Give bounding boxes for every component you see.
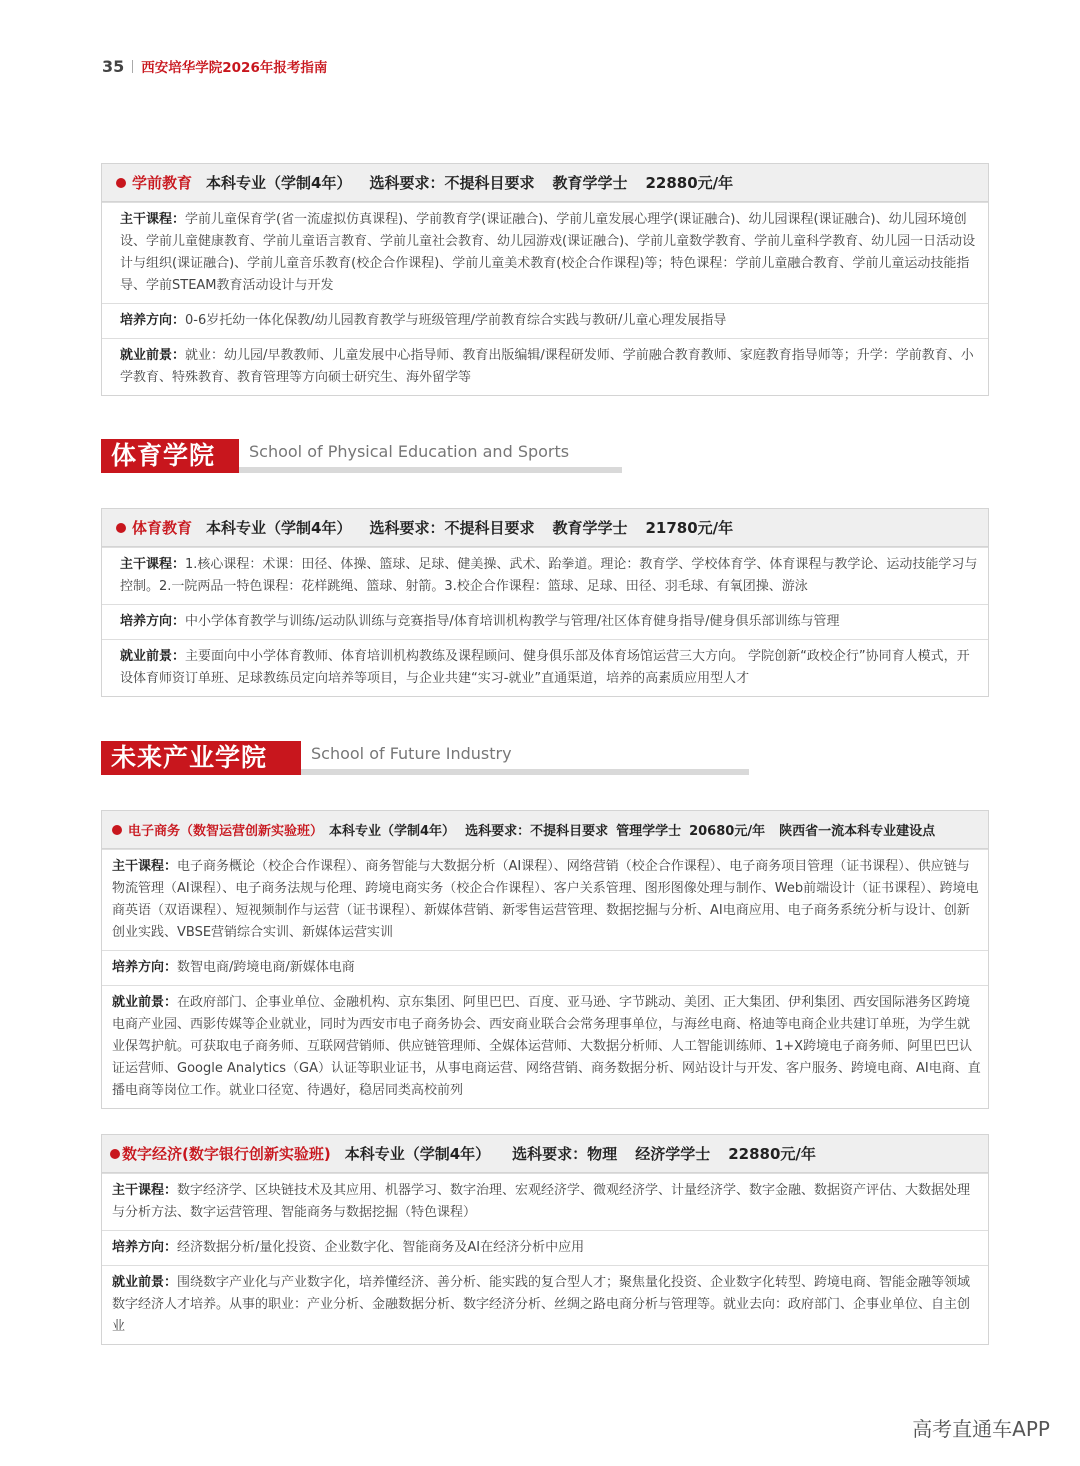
subject-requirement: 选科要求：物理 [512, 1145, 618, 1163]
courses-label: 主干课程： [120, 212, 186, 227]
courses-label: 主干课程： [112, 859, 178, 874]
program-info: 本科专业（学制4年） [329, 824, 456, 839]
section-underline [239, 467, 622, 473]
section-banner-future [101, 741, 749, 775]
courses-label: 主干课程： [120, 557, 186, 572]
page-title: 西安培华学院2026年报考指南 [141, 60, 328, 76]
courses-text: 1.核心课程：术课：田径、体操、篮球、足球、健美操、武术、跆拳道。理论：教育学、学校体育学、体育课程与教学论、运动技能学习与控制。2.一院两品一特色课程：花样跳绳、篮球、射箭。3.校企合作课程：篮球、足球、田径、羽毛球、有氧团操、游泳 [120, 557, 978, 594]
bullet-dot-icon [112, 825, 122, 835]
tuition: 22880元/年 [645, 174, 734, 192]
career-text: 围绕数字产业化与产业数字化，培养懂经济、善分析、能实践的复合型人才；聚焦量化投资、企业数字化转型、跨境电商、智能金融等领域数字经济人才培养。从事的职业：产业分析、金融数据分析、数字经济分析、丝绸之路电商分析与管理等。就业去向：政府部门、企事业单位、自主创业 [112, 1275, 971, 1334]
direction-row [102, 303, 988, 338]
direction-row [102, 950, 988, 985]
section-title-en: School of Physical Education and Sports [249, 442, 570, 461]
bullet-dot-icon [116, 523, 126, 533]
direction-label: 培养方向： [120, 313, 186, 328]
section-title-en-wrap [239, 439, 622, 473]
direction-label: 培养方向： [112, 960, 178, 975]
direction-row [102, 1230, 988, 1265]
direction-label: 培养方向： [120, 614, 186, 629]
career-label: 就业前景： [120, 649, 186, 664]
direction-text: 数智电商/跨境电商/新媒体电商 [177, 960, 355, 975]
major-name: 学前教育 [132, 174, 193, 192]
card-header [102, 1135, 988, 1173]
courses-row [102, 547, 988, 604]
subject-requirement: 选科要求：不提科目要求 [465, 824, 609, 839]
section-underline [301, 769, 749, 775]
section-title-cn: 体育学院 [101, 439, 239, 473]
courses-row [102, 202, 988, 303]
watermark: 高考直通车APP [912, 1417, 1050, 1441]
major-name: 体育教育 [132, 519, 193, 537]
career-row [102, 985, 988, 1108]
degree: 经济学学士 [635, 1145, 711, 1163]
card-header [102, 811, 988, 849]
career-row [102, 338, 988, 395]
courses-row [102, 849, 988, 950]
section-title-cn: 未来产业学院 [101, 741, 301, 775]
section-banner-pe [101, 439, 622, 473]
page-header [102, 56, 327, 76]
program-info: 本科专业（学制4年） [206, 519, 352, 537]
direction-text: 中小学体育教学与训练/运动队训练与竞赛指导/体育培训机构教学与管理/社区体育健身指导/健身俱乐部训练与管理 [185, 614, 840, 629]
degree: 教育学学士 [552, 174, 628, 192]
direction-text: 0-6岁托幼一体化保教/幼儿园教育教学与班级管理/学前教育综合实践与教研/儿童心理发展指导 [185, 313, 727, 328]
career-text: 主要面向中小学体育教师、体育培训机构教练及课程顾问、健身俱乐部及体育场馆运营三大方向。 学院创新“政校企行”协同育人模式，开设体育师资订单班、足球教练员定向培养等项目，与企业共建“实习-就业”直通渠道，培养的高素质应用型人才 [120, 649, 970, 686]
section-title-en: School of Future Industry [311, 744, 512, 763]
program-info: 本科专业（学制4年） [206, 174, 352, 192]
bullet-dot-icon [116, 178, 126, 188]
honor-badge: 陕西省一流本科专业建设点 [779, 824, 936, 839]
direction-text: 经济数据分析/量化投资、企业数字化、智能商务及AI在经济分析中应用 [177, 1240, 585, 1255]
subject-requirement: 选科要求：不提科目要求 [369, 519, 535, 537]
tuition: 21780元/年 [645, 519, 734, 537]
career-row [102, 639, 988, 696]
program-info: 本科专业（学制4年） [344, 1145, 491, 1163]
courses-row [102, 1173, 988, 1230]
page-number: 35 [102, 56, 125, 76]
career-text: 就业：幼儿园/早教教师、儿童发展中心指导师、教育出版编辑/课程研发师、学前融合教育教师、家庭教育指导师等；升学：学前教育、小学教育、特殊教育、教育管理等方向硕士研究生、海外留学等 [120, 348, 974, 385]
major-name: 数字经济(数字银行创新实验班) [122, 1145, 331, 1163]
major-card-preschool [101, 163, 989, 396]
tuition: 20680元/年 [689, 824, 766, 839]
degree: 管理学学士 [616, 824, 682, 839]
tuition: 22880元/年 [728, 1145, 816, 1163]
major-name: 电子商务（数智运营创新实验班） [128, 824, 324, 839]
courses-label: 主干课程： [112, 1183, 178, 1198]
courses-text: 学前儿童保育学(省一流虚拟仿真课程)、学前教育学(课证融合)、学前儿童发展心理学(课证融合)、幼儿园课程(课证融合)、幼儿园环境创设、学前儿童健康教育、学前儿童语言教育、学前儿童社会教育、幼儿园游戏(课证融合)、学前儿童数学教育、学前儿童科学教育、幼儿园一日活动设计与组织(课证融合)、学前儿童音乐教育(校企合作课程)、学前儿童美术教育(校企合作课程)等；特色课程：学前儿童融合教育、学前儿童运动技能指导、学前STEAM教育活动设计与开发 [120, 212, 976, 293]
direction-label: 培养方向： [112, 1240, 178, 1255]
bullet-dot-icon [110, 1149, 120, 1159]
courses-text: 数字经济学、区块链技术及其应用、机器学习、数字治理、宏观经济学、微观经济学、计量经济学、数字金融、数据资产评估、大数据处理与分析方法、数字运营管理、智能商务与数据挖掘（特色课程） [112, 1183, 971, 1220]
career-label: 就业前景： [112, 1275, 178, 1290]
section-title-en-wrap [301, 741, 749, 775]
subject-requirement: 选科要求：不提科目要求 [369, 174, 535, 192]
career-label: 就业前景： [112, 995, 178, 1010]
direction-row [102, 604, 988, 639]
header-divider [132, 60, 133, 73]
courses-text: 电子商务概论（校企合作课程）、商务智能与大数据分析（AI课程）、网络营销（校企合作课程）、电子商务项目管理（证书课程）、供应链与物流管理（AI课程）、电子商务法规与伦理、跨境电商实务（校企合作课程）、客户关系管理、图形图像处理与制作、Web前端设计（证书课程）、跨境电商英语（双语课程）、短视频制作与运营（证书课程）、新媒体营销、新零售运营管理、数据挖掘与分析、AI电商应用、电子商务系统分析与设计、创新创业实践、VBSE营销综合实训、新媒体运营实训 [112, 859, 979, 940]
major-card-ecommerce [101, 810, 989, 1109]
major-card-digital-economy [101, 1134, 989, 1345]
career-text: 在政府部门、企事业单位、金融机构、京东集团、阿里巴巴、百度、亚马逊、字节跳动、美团、正大集团、伊利集团、西安国际港务区跨境电商产业园、西影传媒等企业就业，同时为西安市电子商务协会、西安商业联合会常务理事单位，与海丝电商、格迪等电商企业共建订单班，为学生就业保驾护航。可获取电子商务师、互联网营销师、供应链管理师、全媒体运营师、大数据分析师、人工智能训练师、1+X跨境电子商务师、阿里巴巴认证运营师、Google Analytics（GA）认证等职业证书，从事电商运营、网络营销、商务数据分析、网站设计与开发、客户服务、跨境电商、AI电商、直播电商等岗位工作。就业口径宽、待遇好，稳居同类高校前列 [112, 995, 981, 1098]
career-row [102, 1265, 988, 1344]
career-label: 就业前景： [120, 348, 186, 363]
major-card-pe [101, 508, 989, 697]
degree: 教育学学士 [552, 519, 628, 537]
card-header [102, 509, 988, 547]
card-header [102, 164, 988, 202]
